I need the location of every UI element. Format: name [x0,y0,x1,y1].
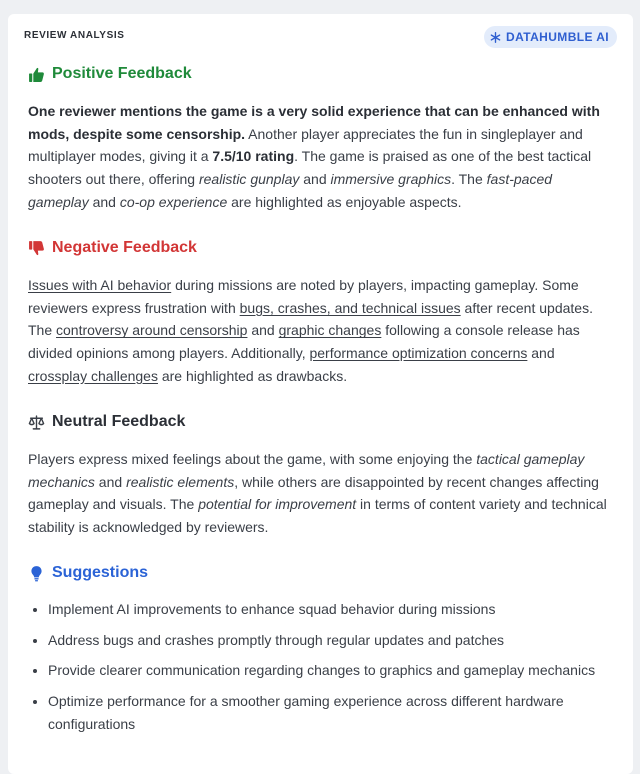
review-analysis-card [8,14,633,774]
datahumble-ai-badge [484,26,617,48]
positive-feedback-text: One reviewer mentions the game is a very solid experience that can be enhanced with mods, despite some censorship. Another player appreciates the fun in singleplayer and multiplayer modes, giving it a 7.5/10 rating. The game is praised as one of the best tactical shooters out there, offering realistic gunplay and immersive graphics. The fast-paced gameplay and co-op experience are highlighted as enjoyable aspects. [28,103,600,210]
scale-icon [28,414,45,431]
neutral-feedback-text: Players express mixed feelings about the game, with some enjoying the tactical gameplay mechanics and realistic elements, while others are disappointed by recent changes affecting gameplay and visuals. The potential for improvement in terms of content variety and technical stability is acknowledged by reviewers. [28,451,607,536]
suggestion-item: • Implement AI improvements to enhance squad behavior during missions [48,598,615,621]
issue-graphic-changes: graphic changes [278,322,382,339]
review-analysis-label: REVIEW ANALYSIS [24,30,125,41]
suggestion-item: • Provide clearer communication regarding changes to graphics and gameplay mechanics [48,659,615,682]
issue-ai-behavior: Issues with AI behavior [28,277,172,293]
suggestions-heading [28,563,615,583]
snowflake-icon [490,32,501,43]
neutral-feedback-title: Neutral Feedback [52,413,186,430]
positive-feedback-section [28,64,615,214]
suggestions-list [28,598,615,736]
positive-feedback-title: Positive Feedback [52,65,192,82]
negative-feedback-section [28,238,615,388]
suggestions-section [28,563,615,744]
thumbs-down-icon [28,240,45,257]
neutral-heading [28,412,615,432]
positive-heading [28,64,615,84]
positive-bold-intro: One reviewer mentions the game is a very solid experience that can be enhanced with mods, despite some censorship. [28,103,600,142]
negative-feedback-text: Issues with AI behavior during missions are noted by players, impacting gameplay. Some reviewers express frustration with bugs, crashes, and technical issues after recent updates. The controversy around censorship and graphic changes following a console release has divided opinions among players. Additionally, performance optimization concerns and crossplay challenges are highlighted as drawbacks. [28,277,593,384]
thumbs-up-icon [28,66,45,83]
card-header [24,26,617,48]
issue-bugs-crashes: bugs, crashes, and technical issues [239,299,461,316]
negative-feedback-title: Negative Feedback [52,239,197,256]
neutral-feedback-section [28,412,615,539]
issue-censorship: controversy around censorship [56,322,248,339]
rating-text: 7.5/10 rating [212,148,295,165]
suggestions-title: Suggestions [52,564,149,581]
issue-performance: performance optimization concerns [309,345,528,362]
badge-label: DATAHUMBLE AI [506,30,609,44]
suggestion-item: • Optimize performance for a smoother gaming experience across different hardware configurations [48,690,615,735]
lightbulb-icon [28,565,45,582]
issue-crossplay: crossplay challenges [28,367,158,384]
suggestion-item: • Address bugs and crashes promptly through regular updates and patches [48,629,615,652]
negative-heading [28,238,615,258]
